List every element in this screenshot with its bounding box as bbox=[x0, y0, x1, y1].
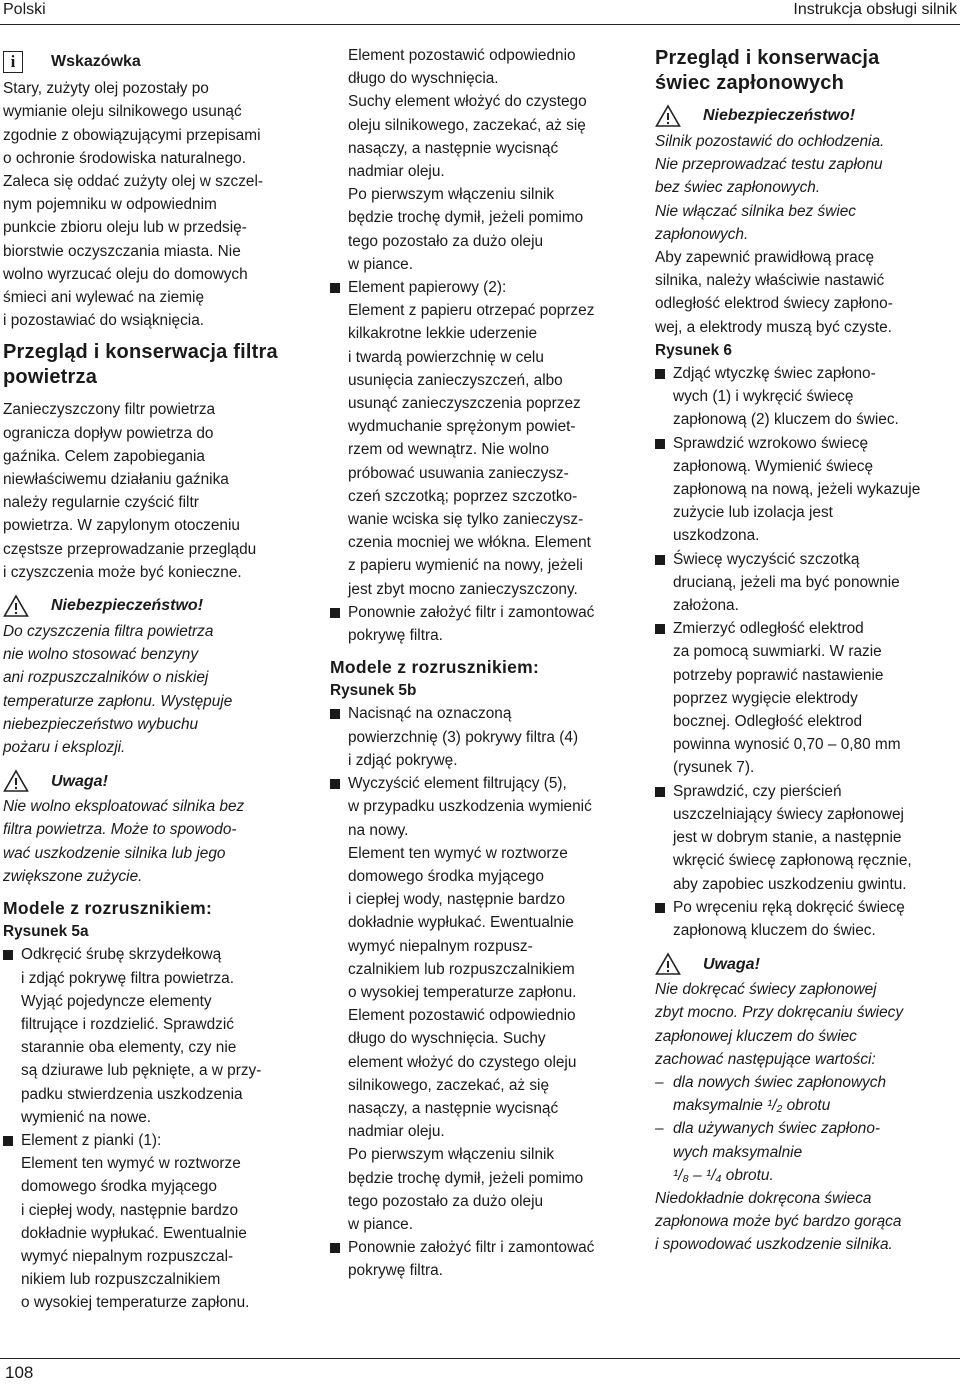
caution-heading bbox=[3, 769, 303, 793]
subheading-models: Modele z rozrusznikiem: bbox=[3, 898, 213, 919]
figure-reference: Rysunek 6 bbox=[655, 341, 732, 359]
outro-text: Niedokładnie dokręcona świeca zapłonowa może być bardzo gorąca i spowodować uszkodzenie silnika. bbox=[655, 1189, 902, 1254]
note-heading bbox=[3, 50, 303, 73]
caution-label: Uwaga! bbox=[703, 955, 760, 973]
square-bullet-icon bbox=[330, 709, 340, 719]
danger-label: Niebezpieczeństwo! bbox=[51, 597, 204, 615]
section-heading-spark-plugs: Przegląd i konserwacja świec zapłonowych bbox=[655, 47, 880, 94]
list-item: Zdjąć wtyczkę świec zapłono- wych (1) i wykręcić świecę zapłonową (2) kluczem do świec. bbox=[655, 362, 957, 432]
list-item: Świecę wyczyścić szczotką drucianą, jeżeli ma być ponownie założona. bbox=[655, 548, 957, 618]
dash-bullet: – bbox=[655, 1120, 664, 1138]
square-bullet-icon bbox=[655, 624, 665, 634]
danger-heading bbox=[3, 594, 303, 618]
steps-list bbox=[330, 276, 632, 647]
steps-list bbox=[655, 362, 957, 942]
foam-element-continuation: Element pozostawić odpowiednio długo do wyschnięcia. Suchy element włożyć do czystego oleju silnikowego, zaczekać, aż się nasączy, a następnie wycisnąć nadmiar oleju. Po pierwszym włączeniu silnik będzie trochę dymił, jeżeli pomimo tego pozostało za dużo oleju w piance. bbox=[348, 47, 587, 273]
column-1 bbox=[3, 44, 303, 1315]
square-bullet-icon bbox=[655, 369, 665, 379]
square-bullet-icon bbox=[330, 779, 340, 789]
danger-text: Silnik pozostawić do ochłodzenia. Nie przeprowadzać testu zapłonu bez świec zapłonowych. Nie włączać silnika bez świec zapłonowych. bbox=[655, 133, 885, 243]
list-item: Ponownie założyć filtr i zamontować pokrywę filtra. bbox=[330, 1236, 632, 1282]
list-item: Ponownie założyć filtr i zamontować pokrywę filtra. bbox=[330, 601, 632, 647]
header-language: Polski bbox=[3, 1, 46, 18]
square-bullet-icon bbox=[3, 950, 13, 960]
list-item: Wyczyścić element filtrujący (5), w przypadku uszkodzenia wymienić na nowy. Element ten wymyć w roztworze domowego środka myjącego i ciepłej wody, następnie bardzo dokładnie wypłukać. Ewentualnie wymyć niepalnym rozpusz- czalnikiem lub rozpuszczalnikiem o wysokiej temperaturze zapłonu. Element pozostawić odpowiednio długo do wyschnięcia. Suchy element włożyć do czystego oleju silnikowego, zaczekać, aż się nasączy, a następnie wycisnąć nadmiar oleju. Po pierwszym włączeniu silnik będzie trochę dymił, jeżeli pomimo tego pozostało za dużo oleju w piance. bbox=[330, 772, 632, 1236]
danger-heading bbox=[655, 104, 957, 128]
list-item: Odkręcić śrubę skrzydełkową i zdjąć pokrywę filtra powietrza. Wyjąć pojedyncze elementy filtrujące i rozdzielić. Sprawdzić starannie oba elementy, czy nie są dziurawe lub pęknięte, a w przy- padku stwierdzenia uszkodzenia wymienić na nowe. bbox=[3, 943, 303, 1129]
column-2 bbox=[330, 44, 632, 1283]
page-number: 108 bbox=[5, 1363, 34, 1382]
figure-reference: Rysunek 5b bbox=[330, 682, 417, 700]
subheading-models: Modele z rozrusznikiem: bbox=[330, 657, 540, 678]
section-heading-air-filter: Przegląd i konserwacja filtra powietrza bbox=[3, 341, 278, 389]
caution-text: Nie dokręcać świecy zapłonowej zbyt mocno. Przy dokręcaniu świecy zapłonowej kluczem do świec zachować następujące wartości: bbox=[655, 981, 904, 1068]
list-item: Sprawdzić, czy pierścień uszczelniający świecy zapłonowej jest w dobrym stanie, a następnie wkręcić świecę zapłonową ręcznie, aby zapobiec uszkodzeniu gwintu. bbox=[655, 780, 957, 896]
list-item: Sprawdzić wzrokowo świecę zapłonową. Wymienić świecę zapłonową na nową, jeżeli wykazuje zużycie lub izolacja jest uszkodzona. bbox=[655, 432, 957, 548]
steps-list bbox=[330, 702, 632, 1282]
list-item: Zmierzyć odległość elektrod za pomocą suwmiarki. W razie potrzeby poprawić nastawienie poprzez wygięcie elektrody bocznej. Odległość elektrod powinna wynosić 0,70 – 0,80 mm (rysunek 7). bbox=[655, 617, 957, 779]
list-item: – dla nowych świec zapłonowych maksymalnie ¹/₂ obrotu bbox=[655, 1071, 957, 1117]
air-filter-text: Zanieczyszczony filtr powietrza ogranicza dopływ powietrza do gaźnika. Celem zapobiegania niewłaściwemu działaniu gaźnika należy regularnie czyścić filtr powietrza. W zapylonym otoczeniu częstsze przeprowadzanie przeglądu i czyszczenia może być konieczne. bbox=[3, 401, 257, 581]
danger-label: Niebezpieczeństwo! bbox=[703, 107, 856, 125]
footer-rule bbox=[0, 1358, 960, 1359]
page-header bbox=[0, 0, 960, 22]
warning-triangle-icon bbox=[655, 104, 681, 128]
danger-text: Do czyszczenia filtra powietrza nie wolno stosować benzyny ani rozpuszczalników o niskiej temperaturze zapłonu. Występuje niebezpieczeństwo wybuchu pożaru i eksplozji. bbox=[3, 623, 233, 757]
note-label: Wskazówka bbox=[51, 53, 141, 70]
dash-bullet: – bbox=[655, 1073, 664, 1091]
header-manual-title: Instrukcja obsługi silnik bbox=[793, 1, 957, 18]
square-bullet-icon bbox=[655, 555, 665, 565]
square-bullet-icon bbox=[655, 903, 665, 913]
square-bullet-icon bbox=[330, 283, 340, 293]
torque-values-list bbox=[655, 1071, 957, 1187]
square-bullet-icon bbox=[3, 1136, 13, 1146]
header-rule bbox=[0, 24, 960, 25]
list-item: Po wręceniu ręką dokręcić świecę zapłonową kluczem do świec. bbox=[655, 896, 957, 942]
list-item: Nacisnąć na oznaczoną powierzchnię (3) pokrywy filtra (4) i zdjąć pokrywę. bbox=[330, 702, 632, 772]
spark-intro-text: Aby zapewnić prawidłową pracę silnika, należy właściwie nastawić odległość elektrod świecy zapłono- wej, a elektrody muszą być czyste. bbox=[655, 249, 893, 336]
square-bullet-icon bbox=[655, 439, 665, 449]
square-bullet-icon bbox=[655, 787, 665, 797]
warning-triangle-icon bbox=[3, 594, 29, 618]
list-item: Element papierowy (2): Element z papieru otrzepać poprzez kilkakrotne lekkie uderzenie i twardą powierzchnię w celu usunięcia zanieczyszczeń, albo usunąć zanieczyszczenia poprzez wydmuchanie sprężonym powiet- rzem od wewnątrz. Nie wolno próbować usuwania zanieczysz- czeń szczotką; poprzez szczotko- wanie wciska się tylko zanieczysz- czenia mocniej we włókna. Element z papieru wymienić na nowy, jeżeli jest zbyt mocno zanieczyszczony. bbox=[330, 276, 632, 601]
warning-triangle-icon bbox=[3, 769, 29, 793]
figure-reference: Rysunek 5a bbox=[3, 923, 89, 941]
note-text: Stary, zużyty olej pozostały po wymianie oleju silnikowego usunąć zgodnie z obowiązującymi przepisami o ochronie środowiska naturalnego. Zaleca się oddać zużyty olej w szczel- nym pojemniku w odpowiednim punkcie zbioru oleju lub w przedsię- biorstwie oczyszczania miasta. Nie wolno wyrzucać oleju do domowych śmieci ani wylewać na ziemię i pozostawiać do wsiąknięcia. bbox=[3, 80, 264, 330]
column-3 bbox=[655, 44, 957, 1257]
steps-list bbox=[3, 943, 303, 1314]
list-item: Element z pianki (1): Element ten wymyć w roztworze domowego środka myjącego i ciepłej wody, następnie bardzo dokładnie wypłukać. Ewentualnie wymyć niepalnym rozpuszczal- nikiem lub rozpuszczalnikiem o wysokiej temperaturze zapłonu. bbox=[3, 1129, 303, 1315]
square-bullet-icon bbox=[330, 608, 340, 618]
caution-text: Nie wolno eksploatować silnika bez filtra powietrza. Może to spowodo- wać uszkodzenie silnika lub jego zwiększone zużycie. bbox=[3, 798, 245, 885]
caution-heading bbox=[655, 952, 957, 976]
square-bullet-icon bbox=[330, 1243, 340, 1253]
warning-triangle-icon bbox=[655, 952, 681, 976]
info-icon: i bbox=[3, 51, 23, 73]
caution-label: Uwaga! bbox=[51, 772, 108, 790]
list-item: – dla używanych świec zapłono- wych maksymalnie ¹/₈ – ¹/₄ obrotu. bbox=[655, 1117, 957, 1187]
